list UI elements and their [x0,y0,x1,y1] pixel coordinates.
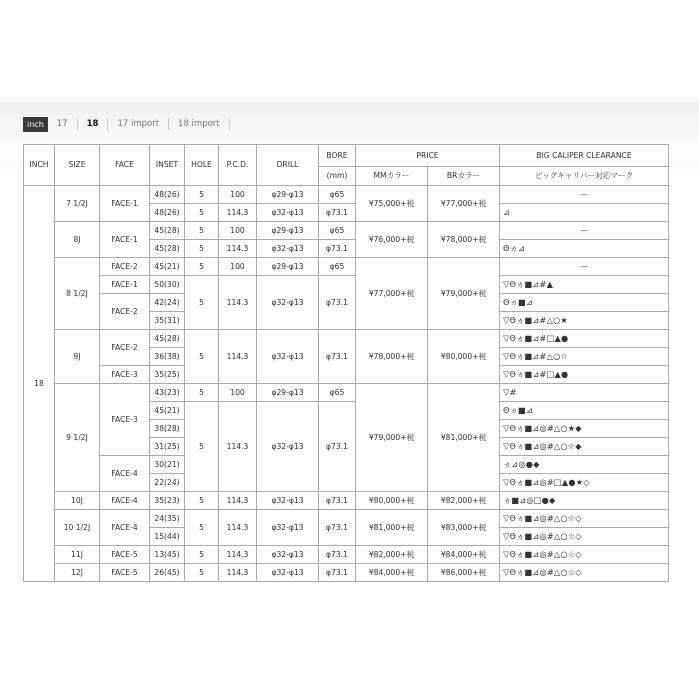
hole-cell: 5 [185,510,219,546]
hole-cell: 5 [185,222,219,240]
header-bore: BORE [319,145,356,167]
bore-cell: φ65 [319,222,356,240]
mark-cell: ▽Θヵ■⊿◎#△○★◆ [500,420,669,438]
inset-cell: 35(31) [150,312,185,330]
mark-cell: ▽Θヵ■⊿#□▲● [500,366,669,384]
table-row [24,276,669,294]
mark-cell: ▽Θヵ■⊿◎#△○☆◇ [500,546,669,564]
drill-cell: φ32-φ13 [257,510,319,546]
table-row [24,186,669,204]
inset-cell: 43(23) [150,384,185,402]
mm-price-cell: ¥78,000+税 [356,330,428,384]
hole-cell: 5 [185,276,219,330]
hole-cell: 5 [185,564,219,582]
mark-cell: ▽Θヵ■⊿#▲ [500,276,669,294]
pcd-cell: 100 [219,384,257,402]
pcd-cell: 100 [219,258,257,276]
inch-tabs [23,116,230,132]
size-cell: 11J [55,546,100,564]
mark-cell: ▽Θヵ■⊿◎#△○☆◇ [500,528,669,546]
header-pcd: P.C.D. [219,145,257,186]
size-cell: 9 1/2J [55,384,100,492]
mm-price-cell: ¥77,000+税 [356,258,428,330]
face-cell: FACE-1 [100,276,150,294]
table-row [24,258,669,276]
size-cell: 10J [55,492,100,510]
face-cell: FACE-2 [100,294,150,330]
face-cell: FACE-3 [100,384,150,456]
mark-cell: ▽Θヵ■⊿◎#□▲●★◇ [500,474,669,492]
drill-cell: φ32-φ13 [257,546,319,564]
hole-cell: 5 [185,546,219,564]
drill-cell: φ29-φ13 [257,186,319,204]
header-inch: INCH [24,145,55,186]
mm-price-cell: ¥80,000+税 [356,492,428,510]
drill-cell: φ32-φ13 [257,402,319,492]
inset-cell: 45(28) [150,240,185,258]
tab-18-import[interactable]: 18 import [169,118,230,130]
header-mm-color: MMカラー [356,167,428,186]
mark-cell: ▽Θヵ■⊿#△○☆ [500,348,669,366]
drill-cell: φ32-φ13 [257,492,319,510]
br-price-cell: ¥84,000+税 [428,546,500,564]
inset-cell: 45(28) [150,222,185,240]
tab-17[interactable]: 17 [48,118,78,130]
mm-price-cell: ¥84,000+税 [356,564,428,582]
mm-price-cell: ¥79,000+税 [356,384,428,492]
mark-cell: ▽Θヵ■⊿◎#△○☆◆ [500,438,669,456]
inset-cell: 24(35) [150,510,185,528]
pcd-cell: 114.3 [219,564,257,582]
bore-cell: φ73.1 [319,204,356,222]
bore-cell: φ73.1 [319,546,356,564]
size-cell: 10 1/2J [55,510,100,546]
br-price-cell: ¥86,000+税 [428,564,500,582]
bore-cell: φ73.1 [319,564,356,582]
pcd-cell: 114.3 [219,402,257,492]
face-cell: FACE-2 [100,330,150,366]
inch-cell: 18 [24,186,55,582]
header-face: FACE [100,145,150,186]
face-cell: FACE-3 [100,366,150,384]
mark-cell: ヵ⊿◎●◆ [500,456,669,474]
bore-cell: φ73.1 [319,330,356,384]
pcd-cell: 114.3 [219,276,257,330]
face-cell: FACE-1 [100,186,150,222]
pcd-cell: 114.3 [219,240,257,258]
mark-cell: — [500,186,669,204]
pcd-cell: 114.3 [219,492,257,510]
mark-cell: ▽Θヵ■⊿◎#△○☆◇ [500,564,669,582]
inset-cell: 50(30) [150,276,185,294]
inset-cell: 48(26) [150,204,185,222]
face-cell: FACE-5 [100,546,150,564]
inset-cell: 36(38) [150,348,185,366]
face-cell: FACE-4 [100,510,150,546]
size-cell: 9J [55,330,100,384]
header-clearance-sub: ビッグキャリパー対応マーク [500,167,669,186]
mm-price-cell: ¥75,000+税 [356,186,428,222]
bore-cell: φ65 [319,186,356,204]
mm-price-cell: ¥81,000+税 [356,510,428,546]
pcd-cell: 114.3 [219,510,257,546]
table-row [24,564,669,582]
drill-cell: φ29-φ13 [257,384,319,402]
drill-cell: φ32-φ13 [257,276,319,330]
bore-cell: φ73.1 [319,492,356,510]
drill-cell: φ29-φ13 [257,222,319,240]
tab-17-import[interactable]: 17 import [108,118,169,130]
spec-table [23,144,669,582]
mark-cell: ヵ■⊿◎□●◆ [500,492,669,510]
pcd-cell: 114.3 [219,330,257,384]
header-drill: DRILL [257,145,319,186]
bore-cell: φ73.1 [319,510,356,546]
inset-cell: 48(26) [150,186,185,204]
hole-cell: 5 [185,204,219,222]
br-price-cell: ¥77,000+税 [428,186,500,222]
mark-cell: ▽Θヵ■⊿#△○★ [500,312,669,330]
hole-cell: 5 [185,492,219,510]
hole-cell: 5 [185,402,219,492]
header-size: SIZE [55,145,100,186]
header-bore-unit: (mm) [319,167,356,186]
bore-cell: φ65 [319,258,356,276]
header-price: PRICE [356,145,500,167]
mark-cell: ▽# [500,384,669,402]
inset-cell: 38(28) [150,420,185,438]
mm-price-cell: ¥76,000+税 [356,222,428,258]
hole-cell: 5 [185,240,219,258]
drill-cell: φ29-φ13 [257,258,319,276]
hole-cell: 5 [185,186,219,204]
inset-cell: 26(45) [150,564,185,582]
table-row [24,510,669,528]
header-inset: INSET [150,145,185,186]
drill-cell: φ32-φ13 [257,204,319,222]
face-cell: FACE-1 [100,222,150,258]
mark-cell: — [500,222,669,240]
inset-cell: 42(24) [150,294,185,312]
drill-cell: φ32-φ13 [257,564,319,582]
face-cell: FACE-4 [100,456,150,492]
size-cell: 7 1/2J [55,186,100,222]
table-row [24,330,669,348]
inch-label: inch [23,117,48,132]
face-cell: FACE-4 [100,492,150,510]
pcd-cell: 100 [219,186,257,204]
table-row [24,546,669,564]
size-cell: 12J [55,564,100,582]
pcd-cell: 114.3 [219,546,257,564]
inset-cell: 45(21) [150,402,185,420]
mark-cell: — [500,258,669,276]
face-cell: FACE-5 [100,564,150,582]
mark-cell: ▽Θヵ■⊿◎#△○☆◇ [500,510,669,528]
face-cell: FACE-2 [100,258,150,276]
table-row [24,384,669,402]
br-price-cell: ¥81,000+税 [428,384,500,492]
drill-cell: φ32-φ13 [257,240,319,258]
mark-cell: ⊿ [500,204,669,222]
inset-cell: 35(25) [150,366,185,384]
size-cell: 8 1/2J [55,258,100,330]
mark-cell: Θヵ■⊿ [500,402,669,420]
br-price-cell: ¥79,000+税 [428,258,500,330]
pcd-cell: 114.3 [219,204,257,222]
mark-cell: Θヵ■⊿ [500,294,669,312]
header-hole: HOLE [185,145,219,186]
bore-cell: φ65 [319,384,356,402]
inset-cell: 30(21) [150,456,185,474]
hole-cell: 5 [185,258,219,276]
table-row [24,222,669,240]
pcd-cell: 100 [219,222,257,240]
drill-cell: φ32-φ13 [257,330,319,384]
header-clearance: BIG CALIPER CLEARANCE [500,145,669,167]
size-cell: 8J [55,222,100,258]
inset-cell: 45(21) [150,258,185,276]
mark-cell: Θヵ⊿ [500,240,669,258]
bore-cell: φ73.1 [319,276,356,330]
inset-cell: 22(24) [150,474,185,492]
br-price-cell: ¥83,000+税 [428,510,500,546]
mm-price-cell: ¥82,000+税 [356,546,428,564]
inset-cell: 45(28) [150,330,185,348]
bore-cell: φ73.1 [319,240,356,258]
inset-cell: 13(45) [150,546,185,564]
bore-cell: φ73.1 [319,402,356,492]
mark-cell: ▽Θヵ■⊿#□▲● [500,330,669,348]
br-price-cell: ¥82,000+税 [428,492,500,510]
inset-cell: 31(25) [150,438,185,456]
br-price-cell: ¥78,000+税 [428,222,500,258]
inset-cell: 35(23) [150,492,185,510]
hole-cell: 5 [185,330,219,384]
header-br-color: BRカラー [428,167,500,186]
tab-18[interactable]: 18 [78,118,109,130]
table-row [24,492,669,510]
hole-cell: 5 [185,384,219,402]
br-price-cell: ¥80,000+税 [428,330,500,384]
inset-cell: 15(44) [150,528,185,546]
